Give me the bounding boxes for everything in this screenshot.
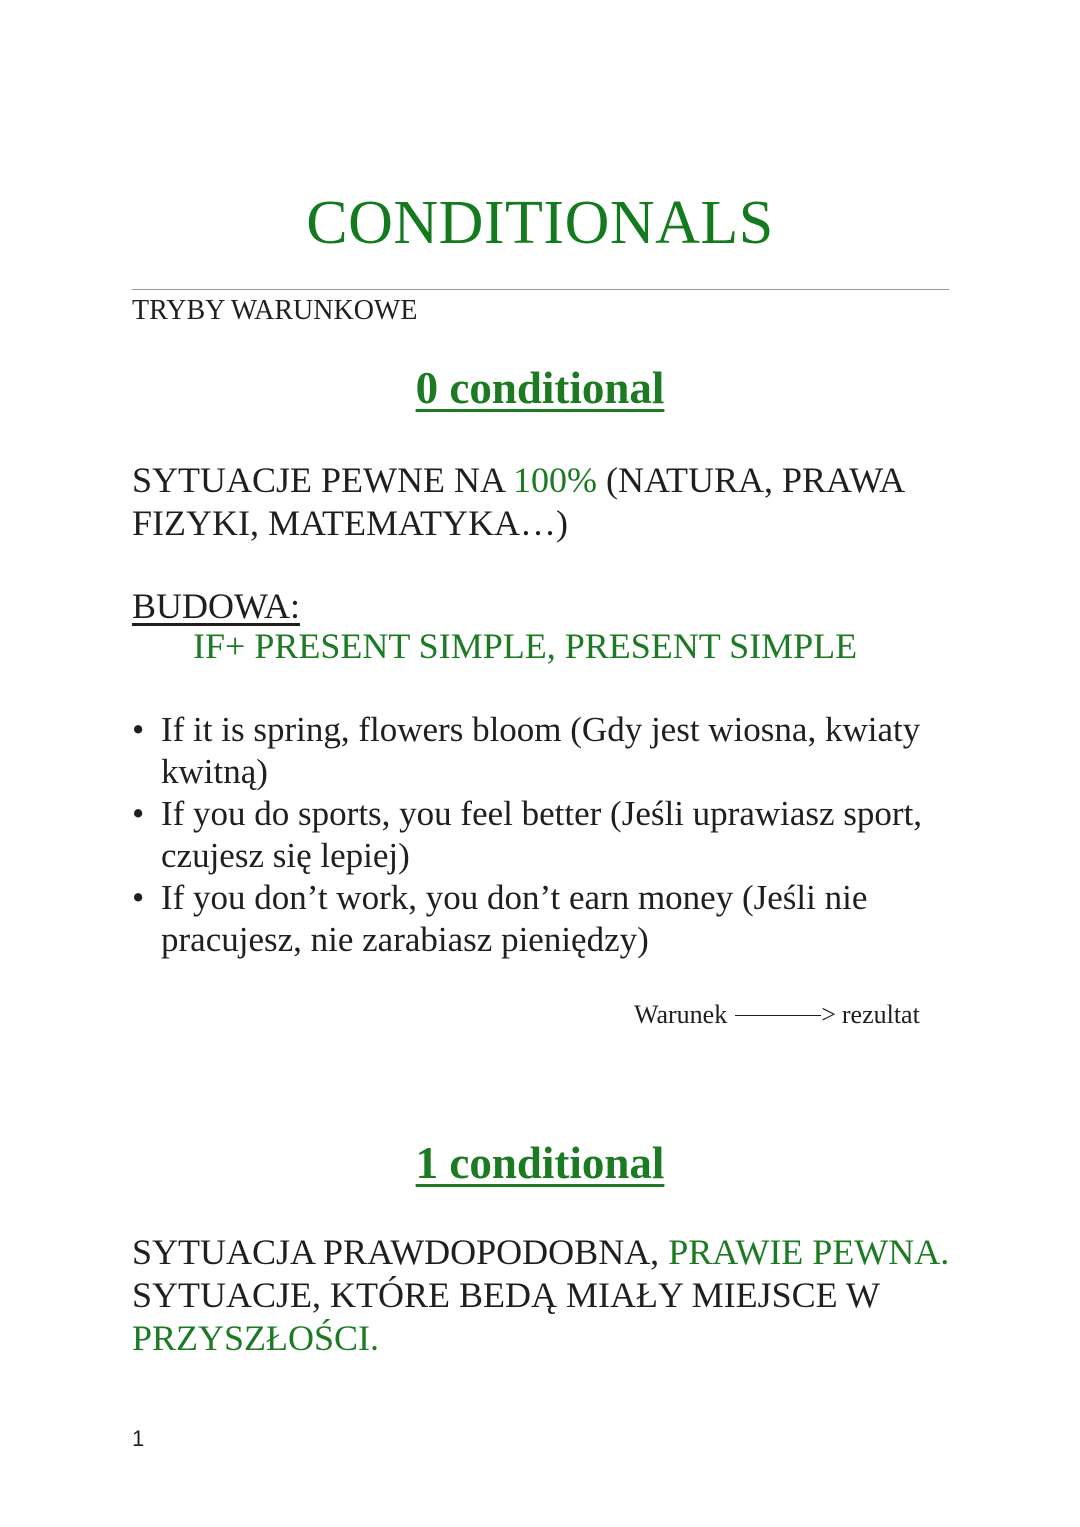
structure-formula: IF+ PRESENT SIMPLE, PRESENT SIMPLE [193, 626, 858, 666]
example-text: If you don’t work, you don’t earn money (Jeśli nie pracujesz, nie zarabiasz pieniędzy) [161, 878, 868, 959]
description-text: SYTUACJE, KTÓRE BEDĄ MIAŁY MIEJSCE W [132, 1275, 880, 1315]
list-item [132, 709, 962, 793]
section-heading-text: 1 conditional [415, 1138, 665, 1188]
page-subtitle: TRYBY WARUNKOWE [132, 295, 418, 326]
section-description [132, 459, 952, 545]
examples-list [132, 709, 962, 961]
example-text: If you do sports, you feel better (Jeśli uprawiasz sport, czujesz się lepiej) [161, 794, 923, 875]
bullet-icon: • [132, 878, 145, 917]
section-description [132, 1231, 952, 1360]
bullet-icon: • [132, 794, 145, 833]
arrow-line [735, 1015, 821, 1016]
description-highlight: PRZYSZŁOŚCI. [132, 1318, 380, 1358]
description-text: (NATURA, PRAWA FIZYKI, MATEMATYKA…) [132, 460, 904, 543]
example-text: If it is spring, flowers bloom (Gdy jest wiosna, kwiaty kwitną) [161, 710, 921, 791]
page-number: 1 [132, 1426, 145, 1451]
section-heading-first-conditional [0, 1137, 1080, 1189]
bullet-icon: • [132, 710, 145, 749]
result-label: rezultat [841, 1000, 920, 1029]
description-highlight: 100% [513, 460, 598, 500]
arrow-head-icon: > [821, 1000, 836, 1029]
condition-label: Warunek [634, 1000, 728, 1029]
list-item [132, 793, 962, 877]
section-heading-text: 0 conditional [415, 363, 665, 413]
description-text: SYTUACJA PRAWDOPODOBNA, [132, 1232, 669, 1272]
section-heading-zero-conditional [0, 362, 1080, 414]
structure-label: BUDOWA: [132, 586, 300, 626]
description-highlight: PRAWIE PEWNA. [668, 1232, 950, 1272]
description-text: SYTUACJE PEWNE NA [132, 460, 514, 500]
condition-result-diagram [634, 1000, 920, 1030]
page-title: CONDITIONALS [306, 189, 774, 257]
title-divider [132, 289, 949, 290]
list-item [132, 877, 962, 961]
